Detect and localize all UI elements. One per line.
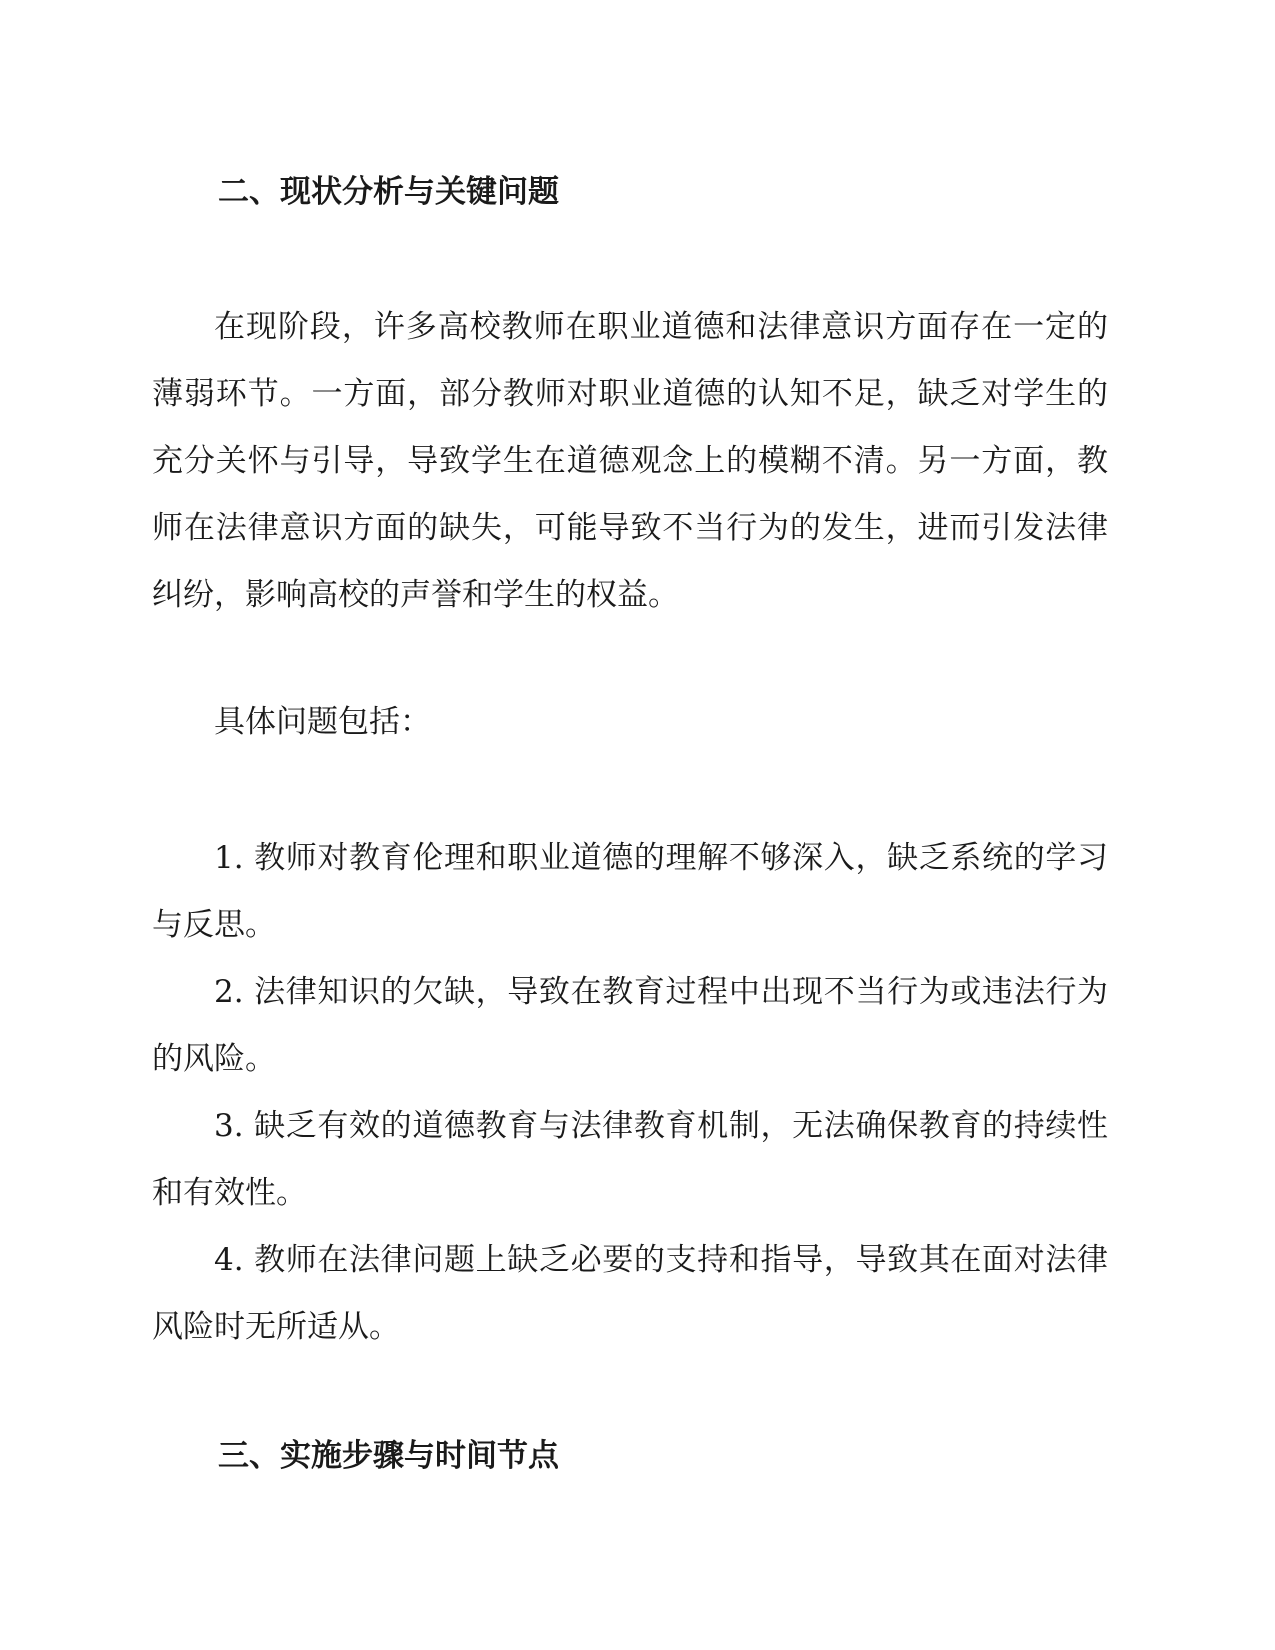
- list-item: 3. 缺乏有效的道德教育与法律教育机制，无法确保教育的持续性和有效性。: [152, 1108, 1108, 1211]
- intro-paragraph: 在现阶段，许多高校教师在职业道德和法律意识方面存在一定的薄弱环节。一方面，部分教师对职业道德的认知不足，缺乏对学生的充分关怀与引导，导致学生在道德观念上的模糊不清。另一方面，教师在法律意识方面的缺失，可能导致不当行为的发生，进而引发法律纠纷，影响高校的声誉和学生的权益。: [152, 309, 1108, 613]
- list-item: 1. 教师对教育伦理和职业道德的理解不够深入，缺乏系统的学习与反思。: [152, 840, 1108, 943]
- list-item: 4. 教师在法律问题上缺乏必要的支持和指导，导致其在面对法律风险时无所适从。: [152, 1242, 1108, 1345]
- issues-list: [152, 825, 1108, 1361]
- list-item: 2. 法律知识的欠缺，导致在教育过程中出现不当行为或违法行为的风险。: [152, 974, 1108, 1077]
- section-heading-status-analysis: 二、现状分析与关键问题: [218, 174, 559, 210]
- issues-lead-text: 具体问题包括：: [214, 704, 431, 740]
- section-heading-implementation-steps: 三、实施步骤与时间节点: [218, 1438, 559, 1474]
